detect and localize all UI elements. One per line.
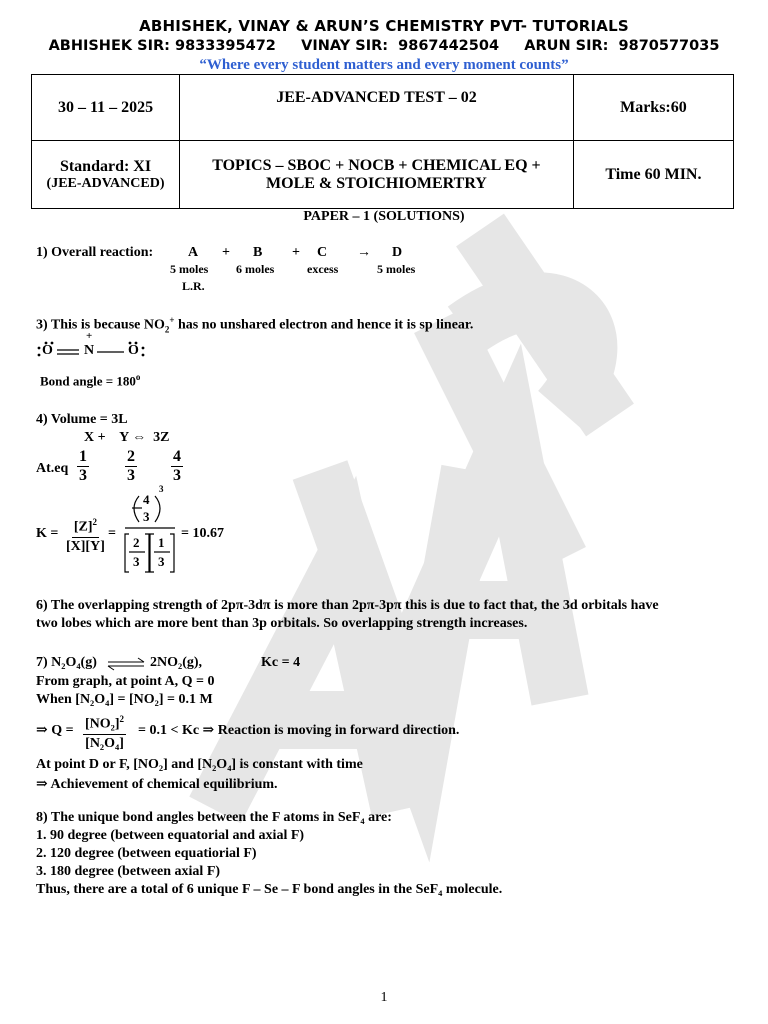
q6-line2: two lobes which are more bent than 3p orbitals. So overlapping strength increases. [36, 616, 528, 631]
q7-kc: Kc = 4 [261, 655, 301, 670]
topics-line2: MOLE & STOICHIOMERTRY [266, 174, 487, 192]
q4-equation: X + Y ⇔ 3Z [84, 430, 170, 445]
standard-sub: (JEE-ADVANCED) [46, 175, 165, 191]
frac-1-den: 3 [158, 554, 165, 569]
q4-k-label: K = [36, 526, 59, 541]
q4-k-value-fraction [121, 484, 181, 576]
q7-q-result: = 0.1 < Kc ⇒ Reaction is moving in forward direction. [138, 723, 460, 738]
q1-c: C [317, 245, 328, 260]
q1-a: A [188, 245, 199, 260]
q4-k-result: = 10.67 [181, 526, 224, 541]
q1-d-amount: 5 moles [377, 262, 416, 276]
q7-product: 2NO₂(g), [150, 655, 203, 670]
test-time: Time 60 MIN. [573, 141, 733, 209]
frac-2-den: 3 [133, 554, 140, 569]
no2-plus-structure [36, 330, 156, 364]
q1-b-amount: 6 moles [236, 262, 275, 276]
test-date: 30 – 11 – 2025 [32, 75, 180, 141]
equilibrium-arrow-icon [106, 656, 146, 672]
q7-reactant: 7) N₂O₄(g) [36, 655, 97, 670]
q1-plus2: + [292, 245, 300, 260]
q1-c-amount: excess [307, 262, 339, 276]
topics-cell [180, 141, 574, 209]
q1-label: 1) Overall reaction: [36, 245, 154, 260]
q4-k-expression: $\frac{[Z]^2}{[X][Y]}$ [64, 513, 107, 556]
q7-q-fraction: $\frac{[NO_2]^2}{\text{[N₂O₄]}}$ [83, 710, 126, 753]
q7-line2: When [N₂O₄] = [NO₂] = 0.1 M [36, 692, 213, 707]
q4-y-eq: $\frac{2}{3}$ [127, 448, 135, 484]
frac-1-num: 1 [158, 535, 165, 550]
q8-line3: 3. 180 degree (between axial F) [36, 864, 221, 879]
q8-line4: Thus, there are a total of 6 unique F – Se – F bond angles in the SeF₄ molecule. [36, 882, 503, 897]
brackets [121, 488, 181, 576]
q1-b: B [253, 245, 263, 260]
page-number: 1 [380, 990, 388, 1005]
q1-d: D [392, 245, 403, 260]
q7-line3: At point D or F, [NO₂] and [N₂O₄] is constant with time [36, 757, 363, 772]
frac-4-den: 3 [143, 509, 150, 524]
frac-4-num: 4 [143, 492, 150, 507]
q3-text: 3) This is because $NO_2^+$ has no unshared electron and hence it is sp linear. [36, 315, 474, 335]
paper-title: PAPER – 1 (SOLUTIONS) [303, 209, 465, 224]
standard-cell [32, 141, 180, 209]
institute-name: ABHISHEK, VINAY & ARUN’S CHEMISTRY PVT- TUTORIALS [139, 17, 629, 35]
q8-line1: 1. 90 degree (between equatorial and axial F) [36, 828, 305, 843]
q7-line1: From graph, at point A, Q = 0 [36, 674, 215, 689]
standard: Standard: XI [59, 157, 152, 175]
q3-bond-angle: Bond angle = $180^o$ [40, 372, 141, 389]
q4-x-eq: $\frac{1}{3}$ [79, 448, 87, 484]
topics-line1: TOPICS – SBOC + NOCB + CHEMICAL EQ + [212, 156, 541, 174]
q7-line4: ⇒ Achievement of chemical equilibrium. [36, 777, 278, 792]
contact-numbers: ABHISHEK SIR: 9833395472 VINAY SIR: 9867442504 ARUN SIR: 9870577035 [48, 38, 720, 54]
struct-charge: + [86, 330, 93, 342]
q4-z-eq: $\frac{4}{3}$ [173, 448, 181, 484]
q8-line2: 2. 120 degree (between equatiorial F) [36, 846, 257, 861]
q4-volume: 4) Volume = 3L [36, 412, 128, 427]
q1-limiting-reagent: L.R. [182, 279, 205, 293]
test-info-table [31, 74, 734, 209]
struct-nitrogen: N [84, 343, 95, 358]
q4-equals: = [108, 526, 116, 541]
q6-line1: 6) The overlapping strength of 2pπ-3dπ is more than 2pπ-3pπ this is due to fact that, the 3d orbitals have [36, 598, 659, 613]
struct-oxygen-right: O [128, 343, 139, 358]
q1-plus1: + [222, 245, 230, 260]
struct-oxygen-left: O [42, 343, 53, 358]
q4-ateq-label: At.eq [36, 461, 69, 476]
test-name: JEE-ADVANCED TEST – 02 [180, 75, 574, 141]
q1-arrow: → [357, 245, 371, 260]
q1-a-amount: 5 moles [170, 262, 209, 276]
test-marks: Marks:60 [573, 75, 733, 141]
q8-line0: 8) The unique bond angles between the F atoms in SeF₄ are: [36, 810, 392, 825]
cube-exponent: 3 [159, 484, 164, 494]
tagline: “Where every student matters and every moment counts” [199, 57, 569, 73]
frac-2-num: 2 [133, 535, 140, 550]
q7-q-label: ⇒ Q = [36, 723, 74, 738]
